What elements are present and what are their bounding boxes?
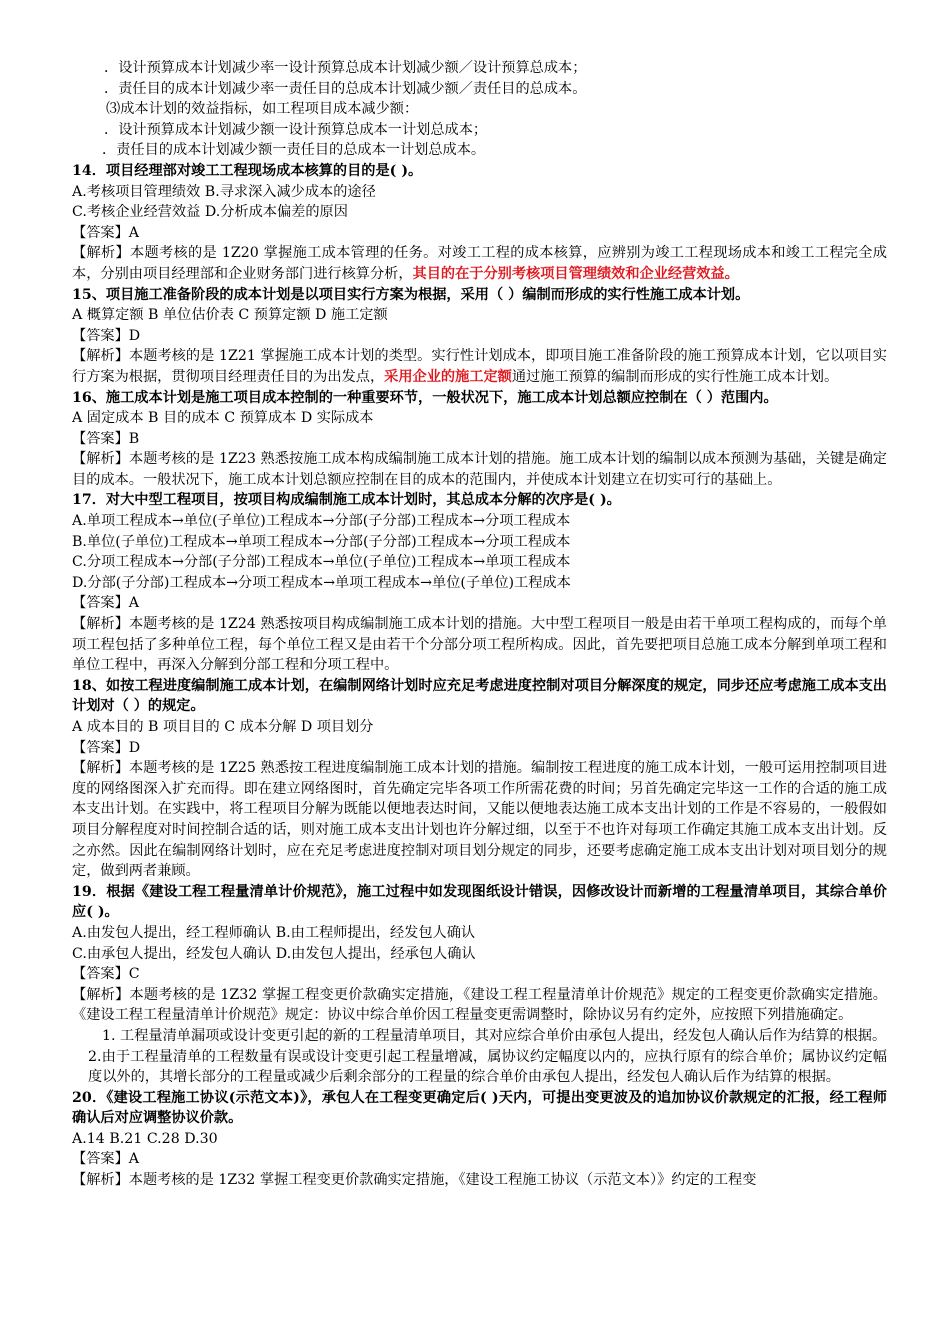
question-17-option-b: B.单位(子单位)工程成本→单项工程成本→分部(子分部)工程成本→分项工程成本 <box>72 533 571 550</box>
question-17-option-a: A.单项工程成本→单位(子单位)工程成本→分部(子分部)工程成本→分项工程成本 <box>72 513 571 530</box>
question-16-title: 16、施工成本计划是施工项目成本控制的一种重要环节，一般状况下，施工成本计划总额应控制在（ ）范围内。 <box>72 389 778 406</box>
question-18-options: A 成本目的 B 项目目的 C 成本分解 D 项目划分 <box>72 719 374 735</box>
question-20-analysis: 【解析】本题考核的是 1Z32 掌握工程变更价款确实定措施，《建设工程施工协议（示范文本）》约定的工程变 <box>72 1172 757 1189</box>
question-15-answer: 【答案】D <box>72 327 141 344</box>
question-19-answer: 【答案】C <box>72 966 140 983</box>
question-14-title: 14．项目经理部对竣工工程现场成本核算的目的是( )。 <box>72 162 423 179</box>
question-18-analysis: 【解析】本题考核的是 1Z25 熟悉按工程进度编制施工成本计划的措施。编制按工程进度的施工成本计划，一般可运用控制项目进度的网络图深入扩充而得。即在建立网络图时，首先确定完毕各项工作所需花费的时间；另首先确定完毕这一工作的合适的施工成本支出计划。在实践中，将工程项目分解为既能以便地表达时间，又能以便地表达施工成本支出计划的工作是不容易的，一般假如项目分解程度对时间控制合适的话，则对施工成本支出计划也许分解过细，以至于不也许对每项工作确定其施工成本支出计划。反之亦然。因此在编制网络计划时，应在充足考虑进度控制对项目划分规定的同步，还要考虑确定施工成本支出计划对项目划分的规定，做到两者兼顾。 <box>72 760 887 880</box>
intro-line-4: ．设计预算成本计划减少额一设计预算总成本一计划总成本； <box>104 121 488 138</box>
question-14-options-ab: A.考核项目管理绩效 B.寻求深入减少成本的途径 <box>72 183 376 200</box>
question-20-answer: 【答案】A <box>72 1151 139 1168</box>
question-19-analysis: 【解析】本题考核的是 1Z32 掌握工程变更价款确实定措施，《建设工程工程量清单计价规范》规定的工程变更价款确实定措施。《建设工程工程量清单计价规范》规定：协议中综合单价因工程量变更需调整时，除协议另有约定外，应按照下列措施确定。 <box>72 986 887 1024</box>
question-15-analysis-text: 【解析】本题考核的是 1Z21 掌握施工成本计划的类型。实行性计划成本，即项目施工准备阶段的施工预算成本计划，它以项目实行方案为根据，贯彻项目经理责任目的为出发点， <box>72 348 887 385</box>
question-15-analysis-highlight: 采用企业的施工定额 <box>384 368 512 385</box>
question-14-analysis <box>72 243 887 284</box>
intro-line-2: ．责任目的成本计划减少率一责任目的总成本计划减少额／责任目的总成本。 <box>104 80 587 97</box>
question-15-title: 15、项目施工准备阶段的成本计划是以项目实行方案为根据，采用（ ）编制而形成的实行性施工成本计划。 <box>72 286 750 303</box>
document-page <box>72 58 887 1191</box>
question-15-analysis-text-end: 通过施工预算的编制而形成的实行性施工成本计划。 <box>511 368 839 385</box>
intro-line-3: ⑶成本计划的效益指标，如工程项目成本减少额： <box>106 101 419 118</box>
question-14-analysis-highlight: 其目的在于分别考核项目管理绩效和企业经营效益。 <box>412 265 739 282</box>
question-16-analysis: 【解析】本题考核的是 1Z23 熟悉按施工成本构成编制施工成本计划的措施。施工成本计划的编制以成本预测为基础，关键是确定目的成本。一般状况下，施工成本计划总额应控制在目的成本的范围内，并使成本计划建立在切实可行的基础上。 <box>72 451 887 488</box>
question-15-options: A 概算定额 B 单位估价表 C 预算定额 D 施工定额 <box>72 307 388 324</box>
question-19-options-ab: A.由发包人提出，经工程师确认 B.由工程师提出，经发包人确认 <box>72 924 476 941</box>
question-18-title: 18、如按工程进度编制施工成本计划，在编制网络计划时应充足考虑进度控制对项目分解深度的规定，同步还应考虑施工成本支出计划对（ ）的规定。 <box>72 677 887 715</box>
question-16-answer: 【答案】B <box>72 430 140 447</box>
question-17-analysis: 【解析】本题考核的是 1Z24 熟悉按项目构成编制施工成本计划的措施。大中型工程项目一般是由若干单项工程构成的，而每个单项工程包括了多种单位工程，每个单位工程又是由若干个分部分项工程所构成。因此，首先要把项目总施工成本分解到单项工程和单位工程中，再深入分解到分部工程和分项工程中。 <box>72 616 887 674</box>
question-17-option-d: D.分部(子分部)工程成本→分项工程成本→单项工程成本→单位(子单位)工程成本 <box>72 574 571 591</box>
question-14-analysis-text: 【解析】本题考核的是 1Z20 掌握施工成本管理的任务。对竣工工程的成本核算，应辨别为竣工工程现场成本和竣工工程完全成本，分别由项目经理部和企业财务部门进行核算分析， <box>72 245 887 282</box>
question-15-analysis <box>72 346 887 387</box>
question-14-answer: 【答案】A <box>72 224 139 241</box>
question-17-title: 17．对大中型工程项目，按项目构成编制施工成本计划时，其总成本分解的次序是( )。 <box>72 492 621 509</box>
question-19-options-cd: C.由承包人提出，经发包人确认 D.由发包人提出，经承包人确认 <box>72 945 476 962</box>
question-19-item-2: 2.由于工程量清单的工程数量有误或设计变更引起工程量增减，属协议约定幅度以内的，应执行原有的综合单价；属协议约定幅度以外的，其增长部分的工程量或减少后剩余部分的工程量的综合单价由承包人提出，经发包人确认后作为结算的根据。 <box>88 1048 887 1086</box>
question-17-option-c: C.分项工程成本→分部(子分部)工程成本→单位(子单位)工程成本→单项工程成本 <box>72 554 571 571</box>
intro-line-5: ．责任目的成本计划减少额一责任目的总成本一计划总成本。 <box>102 142 486 159</box>
intro-line-1: ．设计预算成本计划减少率一设计预算总成本计划减少额／设计预算总成本； <box>104 60 587 76</box>
question-14-options-cd: C.考核企业经营效益 D.分析成本偏差的原因 <box>72 204 348 221</box>
question-19-title: 19．根据《建设工程工程量清单计价规范》，施工过程中如发现图纸设计错误，因修改设计而新增的工程量清单项目，其综合单价应( )。 <box>72 883 887 921</box>
question-17-answer: 【答案】A <box>72 595 139 612</box>
question-18-answer: 【答案】D <box>72 739 141 756</box>
question-20-title: 20．《建设工程施工协议(示范文本)》，承包人在工程变更确定后( )天内，可提出变更波及的追加协议价款规定的汇报，经工程师确认后对应调整协议价款。 <box>72 1089 887 1127</box>
question-16-options: A 固定成本 B 目的成本 C 预算成本 D 实际成本 <box>72 410 374 427</box>
question-20-options: A.14 B.21 C.28 D.30 <box>72 1130 218 1147</box>
question-19-item-1: 1. 工程量清单漏项或设计变更引起的新的工程量清单项目，其对应综合单价由承包人提出，经发包人确认后作为结算的根据。 <box>102 1027 887 1044</box>
